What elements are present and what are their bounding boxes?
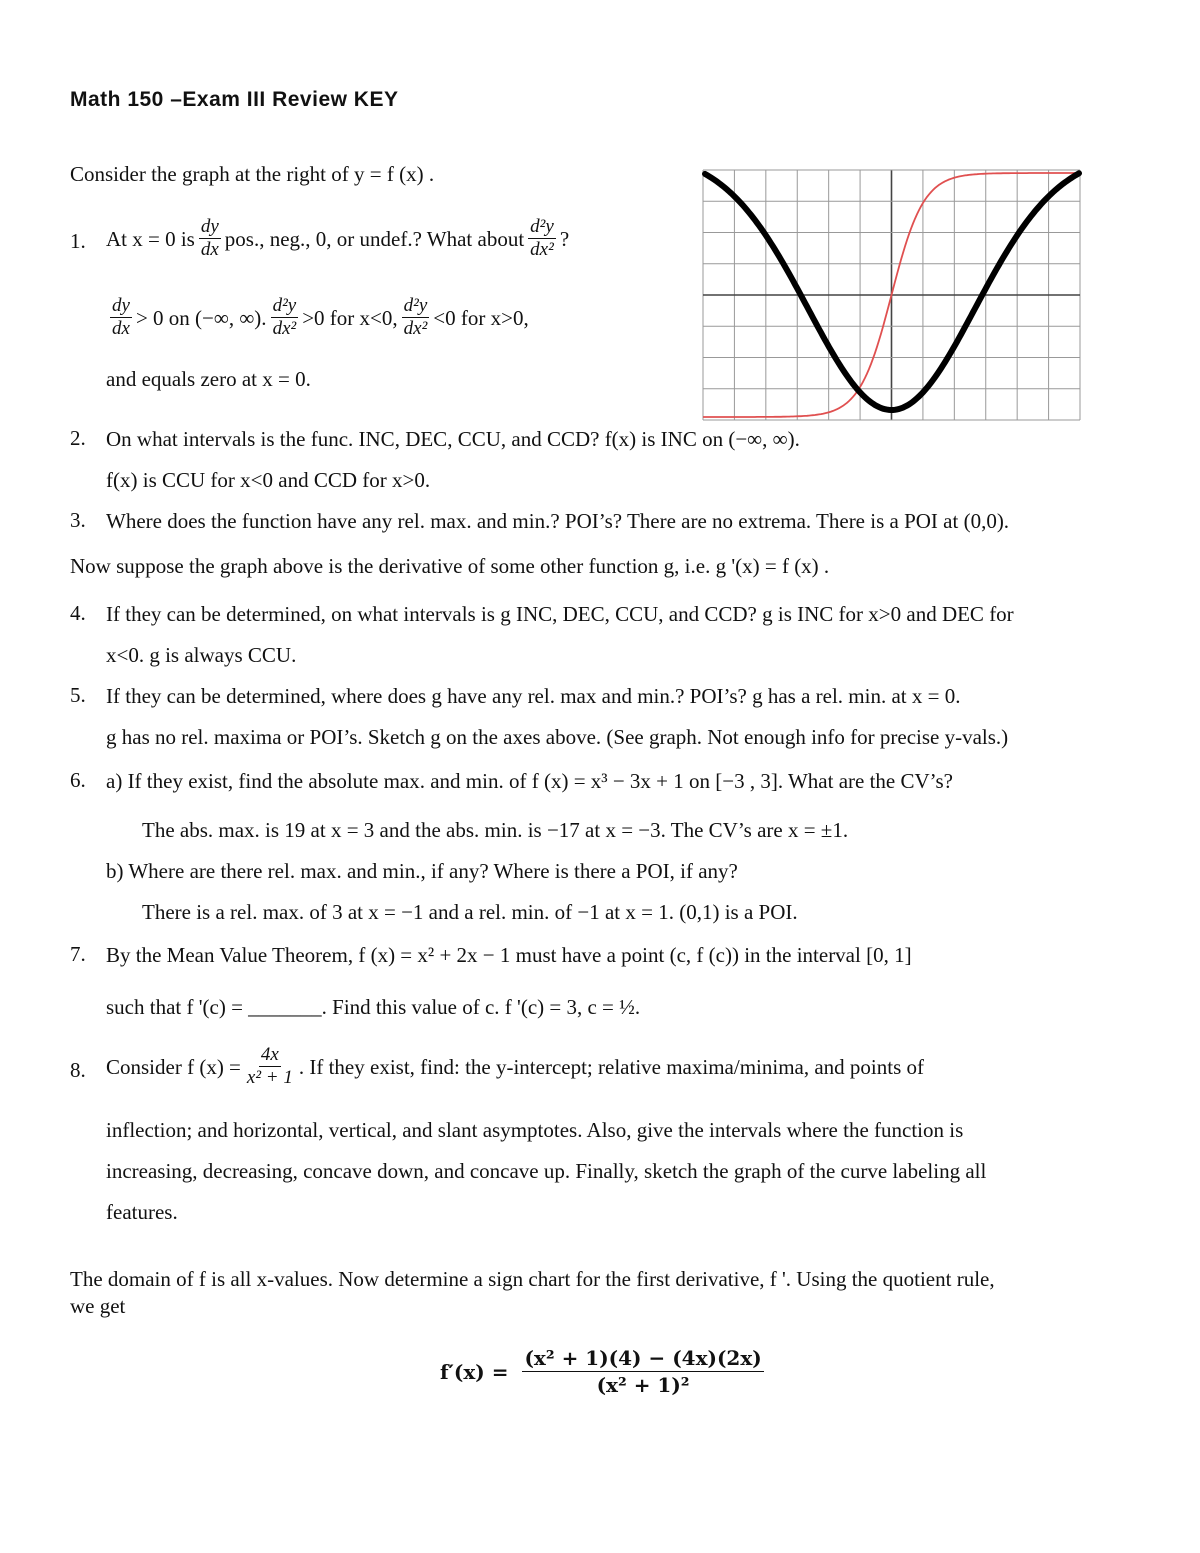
q4-text: If they can be determined, on what intervals is g INC, DEC, CCU, and CCD? g is INC for x>0 and DEC for	[106, 602, 1014, 626]
q8-number: 8.	[70, 1058, 86, 1082]
q1-answer	[106, 295, 529, 340]
q2-text: On what intervals is the func. INC, DEC, CCU, and CCD? f(x) is INC on (−∞, ∞).	[106, 427, 800, 451]
q2-number: 2.	[70, 426, 86, 450]
q1-ans4: and equals zero at x = 0.	[106, 367, 311, 391]
frac-top: (x² + 1)(4) − (4x)(2x)	[524, 1346, 762, 1370]
q8-line2: inflection; and horizontal, vertical, and slant asymptotes. Also, give the intervals where the function is	[106, 1118, 964, 1142]
q8-rest: . If they exist, find: the y-intercept; relative maxima/minima, and points of	[298, 1054, 925, 1079]
frac-bottom: (x² + 1)²	[596, 1373, 690, 1397]
q1-text-b: pos., neg., 0, or undef.? What about	[224, 226, 525, 251]
q5-text: If they can be determined, where does g have any rel. max and min.? POI’s? g has a rel. min. at x = 0.	[106, 684, 961, 708]
domain-text-2: we get	[70, 1294, 126, 1318]
q6-part-b: b) Where are there rel. max. and min., if any? Where is there a POI, if any?	[106, 859, 738, 883]
q7-text: By the Mean Value Theorem, f (x) = x² + 2x − 1 must have a point (c, f (c)) in the interval [0, 1]	[106, 943, 912, 967]
formula-lhs: f′(x) =	[440, 1359, 509, 1384]
q8-lead: Consider f (x) =	[106, 1054, 241, 1079]
now-suppose-text: Now suppose the graph above is the derivative of some other function g, i.e. g '(x) = f (x) .	[70, 554, 830, 578]
frac-top: d²y	[530, 216, 554, 237]
page-title: Math 150 –Exam III Review KEY	[70, 88, 399, 111]
q7-text2: such that f '(c) = _______. Find this value of c. f '(c) = 3, c = ½.	[106, 995, 641, 1019]
d2y-dx2-fraction	[271, 295, 299, 340]
frac-bottom: x² + 1	[246, 1067, 293, 1088]
q1-number: 1.	[70, 229, 86, 253]
frac-top: 4x	[260, 1044, 279, 1065]
frac-bottom: dx	[112, 318, 130, 339]
frac-bottom: dx	[200, 239, 219, 260]
q3-number: 3.	[70, 508, 86, 532]
dy-dx-fraction	[110, 295, 132, 340]
q6-answer: The abs. max. is 19 at x = 3 and the abs. min. is −17 at x = −3. The CV’s are x = ±1.	[142, 818, 849, 842]
q1-text-a: At x = 0 is	[106, 226, 195, 251]
intro-text: Consider the graph at the right of y = f (x) .	[70, 162, 435, 186]
frac-bottom: dx²	[272, 318, 297, 339]
q1-question	[106, 216, 569, 261]
q2-text2: f(x) is CCU for x<0 and CCD for x>0.	[106, 468, 431, 492]
q7-number: 7.	[70, 942, 86, 966]
d2y-dx2-fraction	[402, 295, 430, 340]
q4-number: 4.	[70, 601, 86, 625]
q1-ans3: <0 for x>0,	[433, 305, 529, 330]
frac-top: dy	[200, 216, 219, 237]
frac-bottom: dx²	[403, 318, 428, 339]
frac-top: dy	[112, 295, 130, 316]
q4-text2: x<0. g is always CCU.	[106, 643, 297, 667]
frac-top: d²y	[272, 295, 297, 316]
q1-ans1: > 0 on (−∞, ∞).	[135, 305, 267, 330]
q6-part-b-answer: There is a rel. max. of 3 at x = −1 and a rel. min. of −1 at x = 1. (0,1) is a POI.	[142, 900, 798, 924]
formula-fraction	[522, 1345, 763, 1398]
q1-ans2: >0 for x<0,	[302, 305, 398, 330]
d2y-dx2-fraction	[528, 216, 556, 261]
q5-text2: g has no rel. maxima or POI’s. Sketch g on the axes above. (See graph. Not enough info for precise y-vals.)	[106, 725, 1009, 749]
q6-text: a) If they exist, find the absolute max. and min. of f (x) = x³ − 3x + 1 on [−3 , 3]. What are the CV’s?	[106, 769, 953, 793]
q5-number: 5.	[70, 683, 86, 707]
q8-line3: increasing, decreasing, concave down, and concave up. Finally, sketch the graph of the curve labeling all	[106, 1159, 987, 1183]
frac-top: d²y	[403, 295, 428, 316]
q8-line4: features.	[106, 1200, 178, 1224]
domain-text: The domain of f is all x-values. Now determine a sign chart for the first derivative, f '. Using the quotient rule,	[70, 1267, 995, 1291]
q8-fraction	[245, 1044, 295, 1089]
q6-number: 6.	[70, 768, 86, 792]
function-graph	[700, 165, 1090, 427]
q8-text	[106, 1044, 924, 1089]
derivative-formula	[440, 1345, 768, 1398]
frac-bottom: dx²	[530, 239, 554, 260]
q1-question-mark: ?	[559, 226, 570, 251]
dy-dx-fraction	[199, 216, 221, 261]
q3-text: Where does the function have any rel. max. and min.? POI’s? There are no extrema. There is a POI at (0,0).	[106, 509, 1010, 533]
